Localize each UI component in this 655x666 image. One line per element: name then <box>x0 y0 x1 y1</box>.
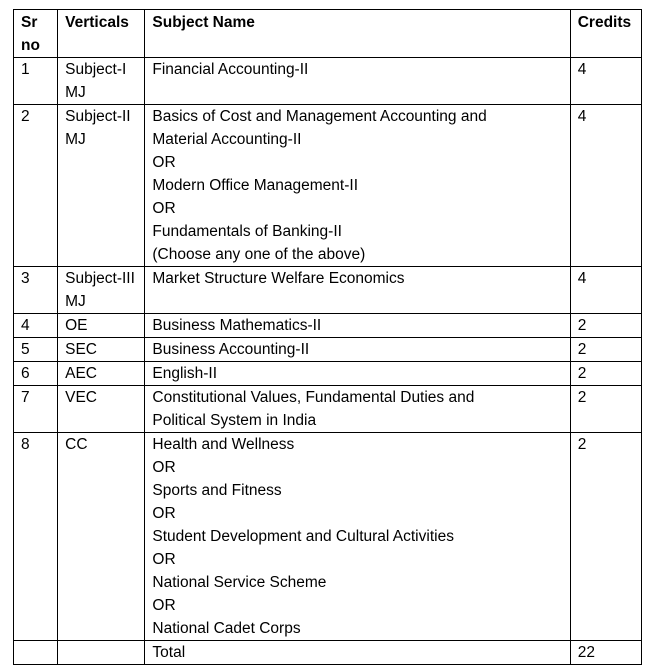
table-row <box>14 362 642 386</box>
subject-line: Business Accounting-II <box>152 341 310 358</box>
vertical-cell: Subject-III MJ <box>58 267 145 314</box>
vertical-cell: Subject-I MJ <box>58 58 145 105</box>
table-row <box>14 58 642 105</box>
sr-no-cell: 5 <box>14 338 58 362</box>
credits-cell: 4 <box>570 105 641 267</box>
subject-line: Health and Wellness <box>152 436 295 453</box>
subject-line: Basics of Cost and Management Accounting and <box>152 108 487 125</box>
subject-line: English-II <box>152 365 218 382</box>
subject-line: Modern Office Management-II <box>152 177 359 194</box>
sr-no-cell: 6 <box>14 362 58 386</box>
sr-no-cell: 7 <box>14 386 58 433</box>
header-verticals: Verticals <box>58 10 145 58</box>
vertical-cell: VEC <box>58 386 145 433</box>
vertical-cell: CC <box>58 433 145 641</box>
subject-line: OR <box>152 200 176 217</box>
vertical-cell: SEC <box>58 338 145 362</box>
table-row <box>14 267 642 314</box>
header-row <box>14 10 642 58</box>
subject-line: Business Mathematics-II <box>152 317 322 334</box>
total-credits: 22 <box>570 641 641 665</box>
subject-line: (Choose any one of the above) <box>152 246 366 263</box>
credits-cell: 2 <box>570 433 641 641</box>
subject-line: National Cadet Corps <box>152 620 301 637</box>
subject-line: Sports and Fitness <box>152 482 282 499</box>
subject-line: Market Structure Welfare Economics <box>152 270 405 287</box>
credits-cell: 2 <box>570 362 641 386</box>
sr-no-cell: 4 <box>14 314 58 338</box>
subject-name-cell <box>145 58 570 105</box>
total-label: Total <box>145 641 570 665</box>
subject-line: Student Development and Cultural Activities <box>152 528 454 545</box>
credits-cell: 4 <box>570 267 641 314</box>
subject-line: OR <box>152 505 176 522</box>
table-row <box>14 105 642 267</box>
subject-name-cell <box>145 433 570 641</box>
credits-table <box>13 9 642 665</box>
subject-name-cell <box>145 267 570 314</box>
subject-line: Political System in India <box>152 412 317 429</box>
total-row <box>14 641 642 665</box>
subject-name-cell <box>145 338 570 362</box>
subject-line: National Service Scheme <box>152 574 327 591</box>
credits-cell: 2 <box>570 338 641 362</box>
table-row <box>14 338 642 362</box>
subject-line: OR <box>152 551 176 568</box>
total-sr-cell <box>14 641 58 665</box>
subject-name-cell <box>145 314 570 338</box>
subject-name-cell <box>145 105 570 267</box>
table-row <box>14 314 642 338</box>
credits-cell: 2 <box>570 314 641 338</box>
credits-cell: 2 <box>570 386 641 433</box>
sr-no-cell: 3 <box>14 267 58 314</box>
table-row <box>14 386 642 433</box>
subject-name-cell <box>145 362 570 386</box>
table-body <box>14 58 642 641</box>
table-row <box>14 433 642 641</box>
header-subject-name: Subject Name <box>145 10 570 58</box>
subject-line: OR <box>152 597 176 614</box>
vertical-cell: Subject-II MJ <box>58 105 145 267</box>
vertical-cell: AEC <box>58 362 145 386</box>
header-credits: Credits <box>570 10 641 58</box>
header-sr-no: Sr no <box>14 10 58 58</box>
vertical-cell: OE <box>58 314 145 338</box>
subject-name-cell <box>145 386 570 433</box>
sr-no-cell: 2 <box>14 105 58 267</box>
total-vertical-cell <box>58 641 145 665</box>
subject-line: Fundamentals of Banking-II <box>152 223 342 240</box>
subject-line: Constitutional Values, Fundamental Duties and <box>152 389 475 406</box>
credits-cell: 4 <box>570 58 641 105</box>
sr-no-cell: 8 <box>14 433 58 641</box>
sr-no-cell: 1 <box>14 58 58 105</box>
subject-line: Material Accounting-II <box>152 131 302 148</box>
subject-line: Financial Accounting-II <box>152 61 309 78</box>
subject-line: OR <box>152 154 176 171</box>
subject-line: OR <box>152 459 176 476</box>
